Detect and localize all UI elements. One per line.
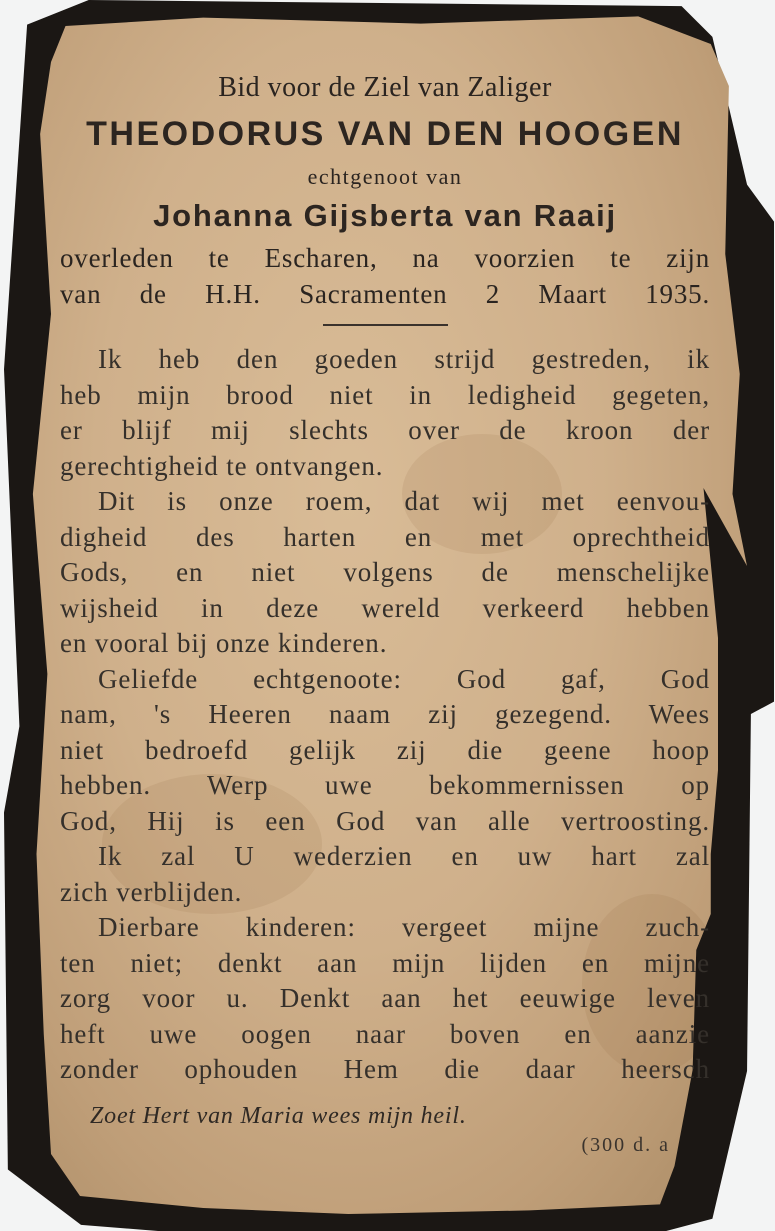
body-line: nam, 's Heeren naam zij gezegend. Wees bbox=[60, 699, 710, 729]
death-line: overleden te Escharen, na voorzien te zijn bbox=[60, 243, 710, 273]
body-line: Gods, en niet volgens de menschelijke bbox=[60, 557, 710, 587]
body-line: niet bedroefd gelijk zij die geene hoop bbox=[60, 734, 710, 765]
card-text bbox=[60, 60, 710, 1156]
body-line: heft uwe oogen naar boven en aanzie bbox=[60, 1018, 710, 1049]
body-line: zorg voor u. Denkt aan het eeuwige leven bbox=[60, 983, 710, 1013]
divider-rule bbox=[323, 324, 448, 326]
body-line: en vooral bij onze kinderen. bbox=[60, 628, 388, 658]
body-line: zonder ophouden Hem die daar heersch bbox=[60, 1054, 710, 1084]
body-line: Dit is onze roem, dat wij met eenvou- bbox=[98, 486, 710, 516]
body-line: er blijf mij slechts over de kroon der bbox=[60, 415, 710, 445]
body-line: heb mijn brood niet in ledigheid gegeten, bbox=[60, 379, 710, 410]
body-line: ten niet; denkt aan mijn lijden en mijne bbox=[60, 947, 710, 978]
body-line: Ik heb den goeden strijd gestreden, ik bbox=[98, 344, 710, 374]
spouse-label: echtgenoot van bbox=[307, 164, 463, 189]
body-line: gerechtigheid te ontvangen. bbox=[60, 450, 384, 481]
body-line: Dierbare kinderen: vergeet mijne zuch- bbox=[98, 912, 710, 942]
spouse-name: Johanna Gijsberta van Raaij bbox=[153, 198, 617, 233]
body-line: digheid des harten en met oprechtheid bbox=[60, 521, 710, 552]
indulgence-note: (300 d. a bbox=[581, 1133, 670, 1156]
death-line: van de H.H. Sacramenten 2 Maart 1935. bbox=[60, 279, 710, 309]
deceased-name: THEODORUS VAN DEN HOOGEN bbox=[86, 115, 684, 153]
body-line: Geliefde echtgenoote: God gaf, God bbox=[98, 663, 710, 694]
body-line: wijsheid in deze wereld verkeerd hebben bbox=[60, 592, 710, 623]
closing-prayer: Zoet Hert van Maria wees mijn heil. bbox=[90, 1102, 467, 1129]
body-line: zich verblijden. bbox=[60, 876, 243, 907]
body-line: hebben. Werp uwe bekommernissen op bbox=[60, 770, 710, 800]
intro-text: Bid voor de Ziel van Zaliger bbox=[218, 72, 552, 103]
body-line: God, Hij is een God van alle vertroosting. bbox=[60, 805, 710, 836]
body-line: Ik zal U wederzien en uw hart zal bbox=[98, 841, 710, 871]
